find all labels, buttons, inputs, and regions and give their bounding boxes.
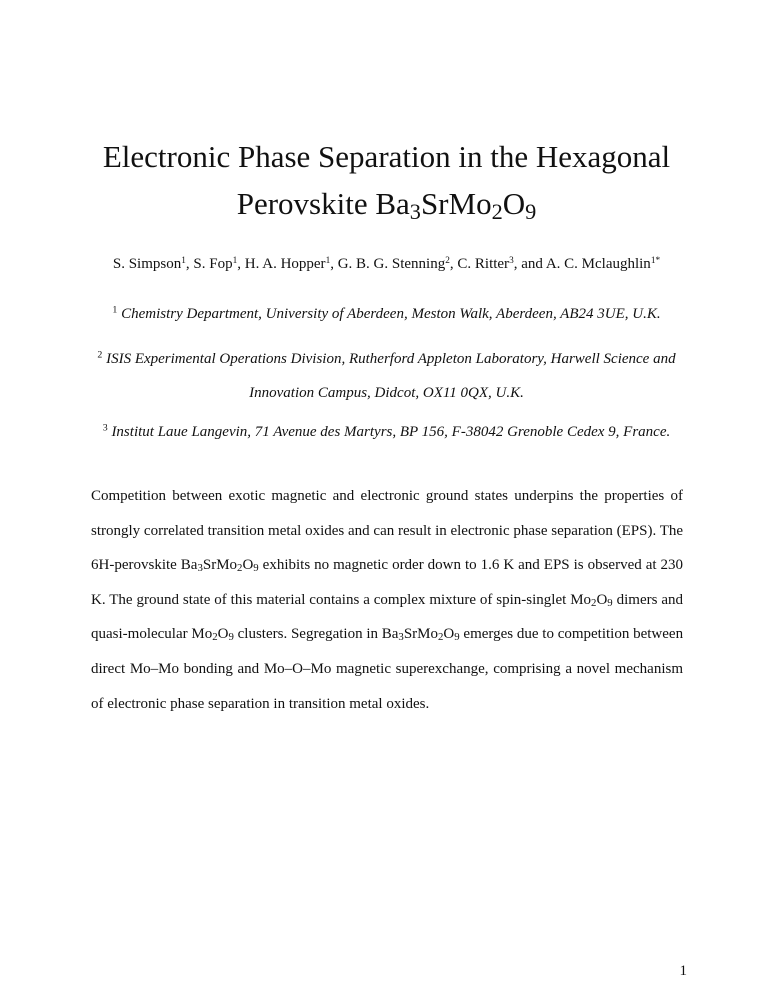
paper-title-line-2: [0, 188, 773, 223]
abstract-text: O: [242, 557, 254, 574]
subscript: 2: [491, 198, 503, 224]
abstract-text: SrMo: [202, 557, 238, 574]
abstract-text: O: [217, 626, 229, 643]
subscript: 2: [591, 596, 597, 609]
abstract-text: 6H-perovskite Ba: [91, 557, 198, 574]
subscript: 2: [237, 562, 243, 575]
affiliation-3: [60, 424, 713, 441]
affiliation-text: Innovation Campus, Didcot, OX11 0QX, U.K.: [249, 385, 524, 401]
affiliation-text: ISIS Experimental Operations Division, Rutherford Appleton Laboratory, Harwell Science and: [102, 351, 676, 367]
abstract-text: Competition between exotic magnetic and electronic ground states underpins the properties of: [91, 488, 683, 504]
affiliation-mark: 1: [112, 304, 118, 316]
separator: , and: [513, 256, 546, 272]
author: [245, 256, 338, 272]
abstract-text: of electronic phase separation in transition metal oxides.: [91, 695, 430, 712]
subscript: 3: [409, 198, 421, 224]
author-list: [0, 256, 773, 273]
affiliation-mark: 1: [181, 255, 186, 266]
abstract-line: [91, 479, 683, 514]
abstract-text: emerges due to competition between: [459, 626, 684, 643]
subscript: 2: [212, 631, 218, 644]
author-name: C. Ritter: [457, 256, 510, 272]
subscript: 9: [228, 631, 234, 644]
abstract-text: clusters. Segregation in Ba: [233, 626, 399, 643]
author-name: S. Simpson: [112, 256, 182, 272]
affiliation-text: Institut Laue Langevin, 71 Avenue des Martyrs, BP 156, F-38042 Grenoble Cedex 9, France.: [107, 424, 671, 440]
subscript: 9: [525, 198, 537, 224]
abstract-text: strongly correlated transition metal oxides and can result in electronic phase separation (EPS). The: [91, 522, 684, 539]
subscript: 2: [438, 631, 444, 644]
abstract-line: [91, 652, 683, 687]
abstract-text: direct Mo–Mo bonding and Mo–O–Mo magnetic superexchange, comprising a novel mechanism: [91, 660, 683, 677]
abstract-line: [91, 617, 683, 652]
separator: ,: [185, 256, 194, 272]
affiliation-2: [60, 342, 713, 410]
separator: ,: [449, 256, 458, 272]
separator: ,: [237, 256, 245, 272]
subscript: 3: [398, 631, 404, 644]
abstract-text: K. The ground state of this material contains a complex mixture of spin-singlet Mo: [91, 591, 592, 608]
separator: ,: [330, 256, 338, 272]
author-name: H. A. Hopper: [244, 256, 326, 272]
title-text: Perovskite Ba: [236, 186, 410, 221]
abstract-line: [91, 514, 683, 549]
author: [338, 256, 458, 272]
affiliation-text: Chemistry Department, University of Aberdeen, Meston Walk, Aberdeen, AB24 3UE, U.K.: [117, 306, 661, 322]
affiliation-mark: 3: [509, 255, 514, 266]
abstract-line: [91, 687, 683, 722]
affiliation-mark: 2: [97, 349, 103, 361]
abstract-text: O: [443, 626, 455, 643]
author: [113, 256, 194, 272]
abstract-paragraph: [91, 479, 683, 721]
author: [193, 256, 244, 272]
abstract-line: [91, 583, 683, 618]
subscript: 9: [253, 562, 259, 575]
page-number: 1: [679, 963, 687, 979]
abstract-line: [91, 548, 683, 583]
author: [457, 256, 545, 272]
abstract-text: exhibits no magnetic order down to 1.6 K and EPS is observed at 230: [258, 557, 683, 574]
abstract-text: dimers and: [612, 591, 684, 608]
affiliation-mark: 3: [102, 422, 108, 434]
abstract-text: O: [596, 591, 608, 608]
subscript: 3: [197, 562, 203, 575]
subscript: 9: [454, 631, 460, 644]
affiliation-mark: 1: [325, 255, 331, 266]
author-name: A. C. Mclaughlin: [545, 256, 651, 272]
title-text: O: [502, 186, 526, 221]
affiliation-mark: 1*: [650, 255, 661, 266]
affiliation-mark: 2: [445, 255, 450, 266]
author-name: S. Fop: [193, 256, 233, 272]
affiliation-1: [60, 306, 713, 323]
paper-title-line-1: [0, 141, 773, 172]
author: [546, 256, 660, 272]
title-text: SrMo: [420, 186, 492, 221]
affiliation-mark: 1: [232, 255, 238, 266]
author-name: G. B. G. Stenning: [337, 256, 446, 272]
abstract-text: quasi-molecular Mo: [91, 626, 213, 643]
subscript: 9: [607, 596, 613, 609]
title-text: Electronic Phase Separation in the Hexagonal: [102, 139, 671, 174]
abstract-text: SrMo: [403, 626, 439, 643]
